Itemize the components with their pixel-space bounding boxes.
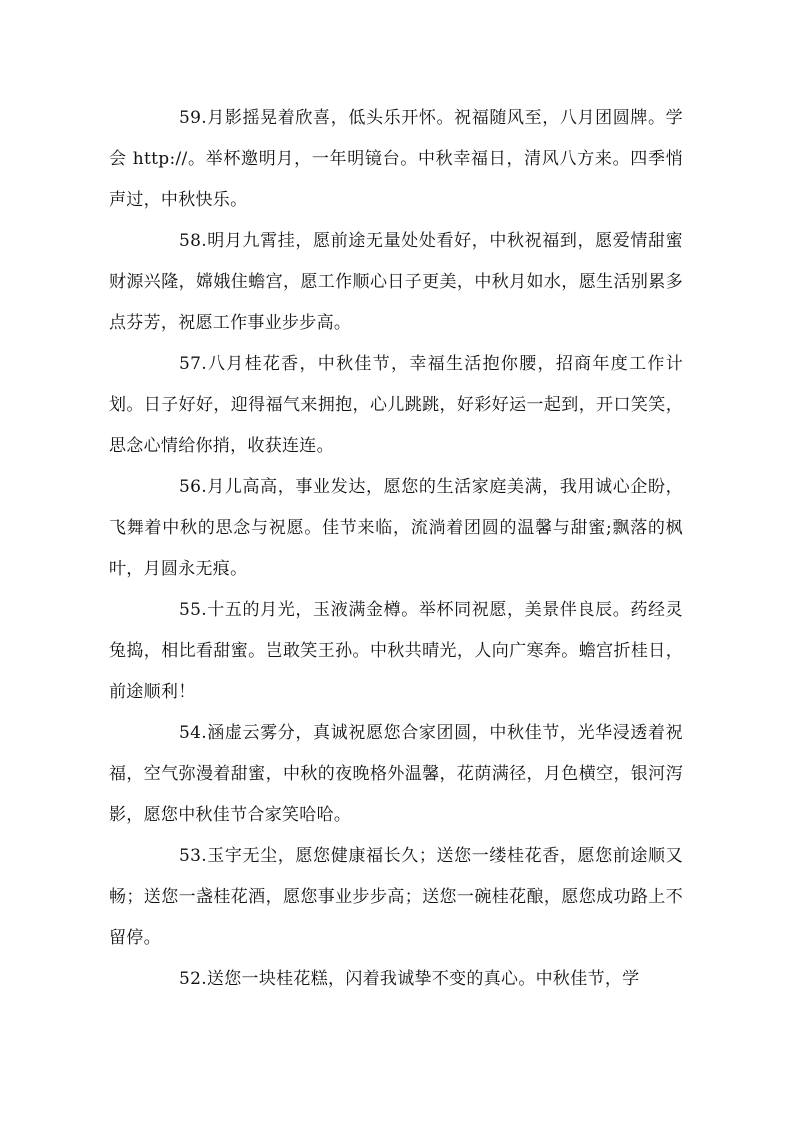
document-body xyxy=(109,98,683,1000)
paragraph-55: 55.十五的月光，玉液满金樽。举杯同祝愿，美景伴良辰。药经灵兔捣，相比看甜蜜。岂敢笑王孙。中秋共晴光，人向广寒奔。蟾宫折桂日，前途顺利！ xyxy=(109,600,683,702)
paragraph-59: 59.月影摇晃着欣喜，低头乐开怀。祝福随风至，八月团圆牌。学会 http://。举杯邀明月，一年明镜台。中秋幸福日，清风八方来。四季悄声过，中秋快乐。 xyxy=(109,108,683,210)
paragraph-58: 58.明月九霄挂，愿前途无量处处看好，中秋祝福到，愿爱情甜蜜财源兴隆，嫦娥住蟾宫，愿工作顺心日子更美，中秋月如水，愿生活别累多点芬芳，祝愿工作事业步步高。 xyxy=(109,231,683,333)
paragraph-52: 52.送您一块桂花糕，闪着我诚挚不变的真心。中秋佳节，学 xyxy=(179,969,640,989)
paragraph-57: 57.八月桂花香，中秋佳节，幸福生活抱你腰，招商年度工作计划。日子好好，迎得福气来拥抱，心儿跳跳，好彩好运一起到，开口笑笑，思念心情给你捎，收获连连。 xyxy=(109,354,683,456)
paragraph-54: 54.涵虚云雾分，真诚祝愿您合家团圆，中秋佳节，光华浸透着祝福，空气弥漫着甜蜜，中秋的夜晚格外温馨，花荫满径，月色横空，银河泻影，愿您中秋佳节合家笑哈哈。 xyxy=(109,723,683,825)
paragraph-56: 56.月儿高高，事业发达，愿您的生活家庭美满，我用诚心企盼，飞舞着中秋的思念与祝愿。佳节来临，流淌着团圆的温馨与甜蜜;飘落的枫叶，月圆永无痕。 xyxy=(109,477,683,579)
paragraph-53: 53.玉宇无尘，愿您健康福长久；送您一缕桂花香，愿您前途顺又畅；送您一盏桂花酒，愿您事业步步高；送您一碗桂花酿，愿您成功路上不留停。 xyxy=(109,846,683,948)
